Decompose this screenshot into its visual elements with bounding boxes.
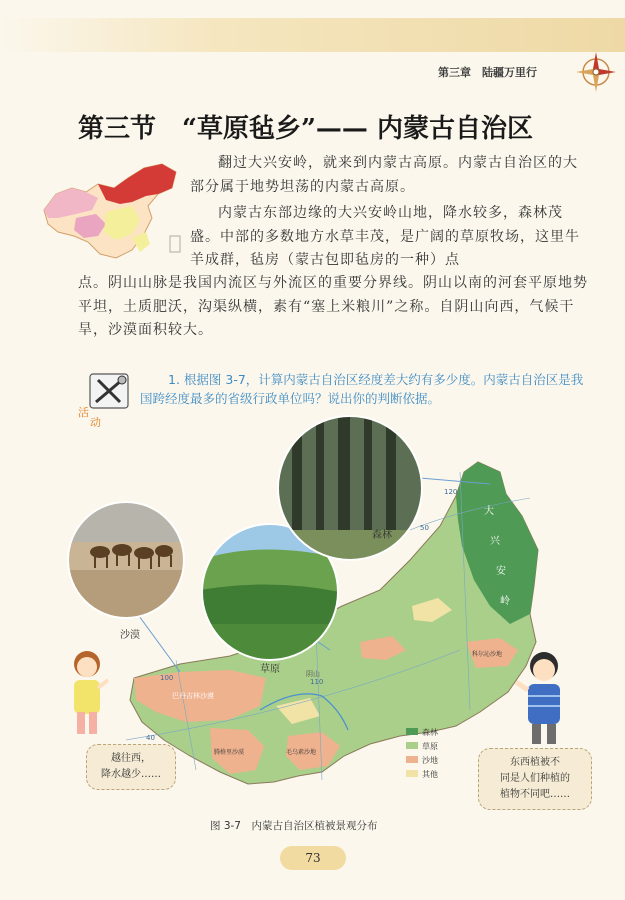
photo-label-desert: 沙漠 bbox=[120, 630, 140, 641]
longitude-label: 110 bbox=[310, 678, 324, 686]
latitude-label: 40 bbox=[146, 734, 155, 742]
speech-bubble-left bbox=[86, 744, 176, 790]
map-label-mu-us: 毛乌素沙地 bbox=[286, 749, 317, 756]
map-label-daxinganling: 大 bbox=[484, 506, 494, 517]
chapter-title: 第三章 陆疆万里行 bbox=[438, 66, 537, 79]
speech-right-line: 植物不同吧…… bbox=[500, 789, 570, 800]
legend-grassland: 草原 bbox=[422, 742, 438, 751]
longitude-label: 120 bbox=[444, 488, 458, 496]
desert-photo bbox=[68, 502, 188, 630]
svg-text:动: 动 bbox=[90, 416, 101, 428]
speech-right-line: 东西植被不 bbox=[510, 757, 560, 768]
map-label-daxinganling: 安 bbox=[496, 566, 506, 577]
photo-label-grassland: 草原 bbox=[260, 664, 280, 675]
map-label-tengger: 腾格里沙漠 bbox=[214, 749, 245, 756]
legend-other: 其他 bbox=[422, 770, 438, 779]
figure-caption: 图 3-7 内蒙古自治区植被景观分布 bbox=[210, 820, 378, 832]
page-number: 73 bbox=[280, 846, 346, 870]
paragraph-landscape-top: 内蒙古东部边缘的大兴安岭山地，降水较多，森林茂盛。中部的多数地方水草丰茂，是广阔的草原牧场，这里牛羊成群，毡房（蒙古包即毡房的一种）点 bbox=[190, 205, 580, 268]
map-label-daxinganling: 岭 bbox=[500, 596, 510, 607]
paragraph-landscape-bottom: 点。阴山山脉是我国内流区与外流区的重要分界线。阴山以南的河套平原地势平坦，土质肥沃，沟渠纵横，素有“塞上米粮川”之称。自阴山向西，气候干旱，沙漠面积较大。 bbox=[78, 275, 588, 338]
longitude-label: 100 bbox=[160, 674, 174, 682]
map-label-daxinganling: 兴 bbox=[490, 536, 500, 547]
activity-question: 1. 根据图 3-7，计算内蒙古自治区经度差大约有多少度。内蒙古自治区是我国跨经度最多的省级行政单位吗？说出你的判断依据。 bbox=[140, 372, 584, 406]
paragraph-intro: 翻过大兴安岭，就来到内蒙古高原。内蒙古自治区的大部分属于地势坦荡的内蒙古高原。 bbox=[190, 155, 578, 195]
speech-bubble-right bbox=[478, 748, 592, 810]
photo-label-forest: 森林 bbox=[372, 530, 392, 541]
map-label-horqin: 科尔沁沙地 bbox=[472, 651, 503, 658]
boy-character bbox=[512, 646, 576, 746]
section-title: 第三节 “草原毡乡”—— 内蒙古自治区 bbox=[78, 114, 533, 144]
legend-forest: 森林 bbox=[422, 728, 438, 737]
compass-rose-icon bbox=[574, 50, 618, 94]
speech-right-line: 同是人们种植的 bbox=[500, 773, 570, 784]
svg-text:活: 活 bbox=[78, 406, 89, 419]
map-label-yinshan: 阴山 bbox=[306, 670, 320, 678]
header-band bbox=[0, 18, 625, 52]
speech-left-line: 降水越少…… bbox=[101, 769, 161, 780]
china-locator-map bbox=[36, 158, 186, 268]
map-label-badain-jaran: 巴丹吉林沙漠 bbox=[172, 692, 214, 700]
legend-sand: 沙地 bbox=[422, 756, 438, 765]
girl-character bbox=[64, 646, 110, 738]
latitude-label: 50 bbox=[420, 524, 429, 532]
speech-left-line: 越往西， bbox=[111, 753, 151, 764]
